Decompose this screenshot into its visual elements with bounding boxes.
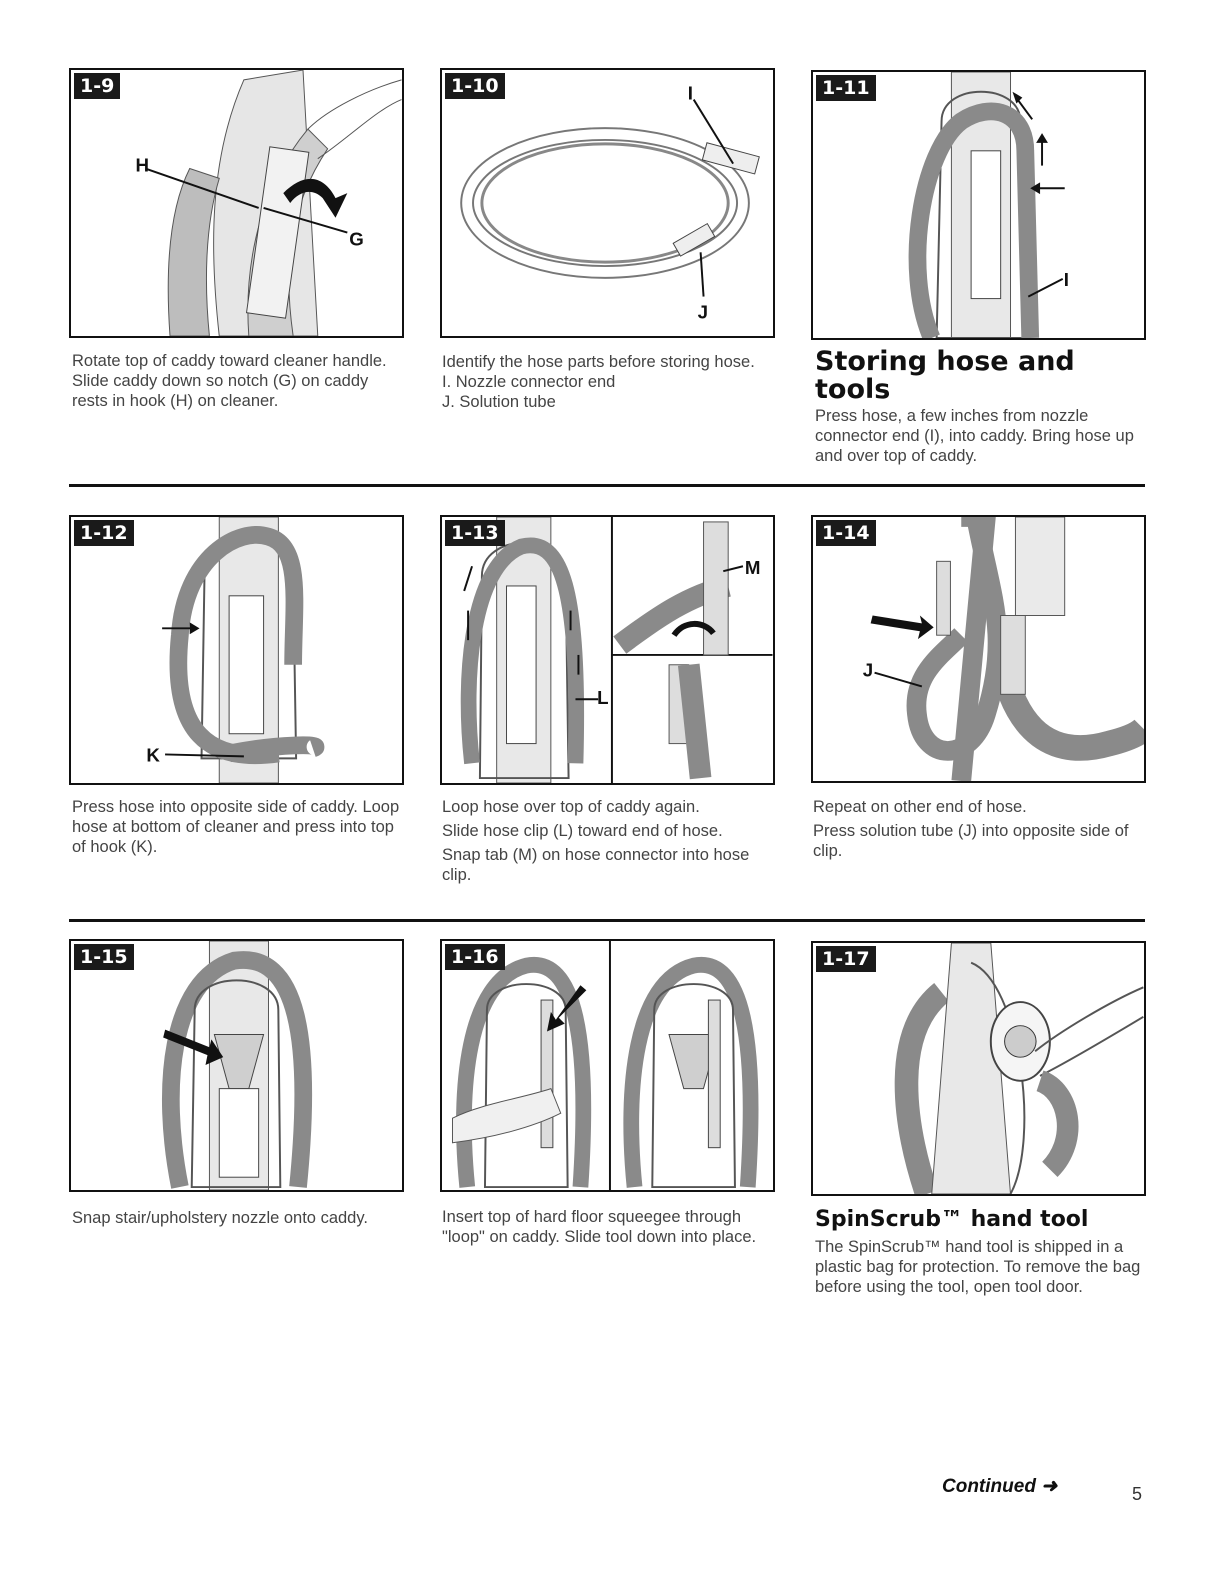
label-i: I (1063, 268, 1069, 290)
section-heading-storing-hose: Storing hose and tools (815, 346, 1075, 405)
label-i: I (687, 82, 693, 104)
figure-badge: 1-9 (74, 73, 120, 99)
figure-badge: 1-17 (816, 946, 876, 972)
page-number: 5 (1132, 1484, 1143, 1504)
illustration-hose-parts (442, 70, 773, 336)
figure-badge: 1-13 (445, 520, 505, 546)
illustration-solution-tube (813, 517, 1144, 781)
figure-badge: 1-11 (816, 75, 876, 101)
illustration-caddy-hook (71, 70, 402, 336)
caption-1-15: Snap stair/upholstery nozzle onto caddy. (72, 1209, 368, 1227)
illustration-hose-over-caddy (813, 72, 1144, 338)
figure-1-12 (69, 515, 404, 785)
figure-1-10 (440, 68, 775, 338)
caption-1-16: Insert top of hard floor squeegee through "loop" on caddy. Slide tool down into place. (442, 1208, 757, 1246)
section-divider (69, 919, 1145, 922)
caption-1-12: Press hose into opposite side of caddy. Loop hose at bottom of cleaner and press into top of hook (K). (72, 798, 400, 856)
figure-badge: 1-16 (445, 944, 505, 970)
figure-1-14 (811, 515, 1146, 783)
figure-badge: 1-10 (445, 73, 505, 99)
figure-1-17 (811, 941, 1146, 1196)
illustration-spinscrub-tool (813, 943, 1144, 1194)
figure-1-15 (69, 939, 404, 1192)
caption-1-17: SpinScrub™ hand tool The SpinScrub™ hand tool is shipped in a plastic bag for protection. To remove the bag before using the tool, open tool door. (815, 1207, 1150, 1301)
continued-indicator: Continued ➜ (942, 1476, 1058, 1497)
illustration-hose-hook (71, 517, 402, 783)
figure-1-11 (811, 70, 1146, 340)
label-j: J (697, 301, 709, 323)
figure-1-13 (440, 515, 775, 785)
caption-1-14: Repeat on other end of hose. Press solution tube (J) into opposite side of clip. (813, 798, 1129, 860)
figure-1-9 (69, 68, 404, 338)
illustration-hose-clip (442, 517, 773, 783)
caption-1-11: Storing hose and tools Press hose, a few inches from nozzle connector end (I), into caddy. Bring hose up and over top of caddy. (815, 348, 1150, 470)
caption-1-9: Rotate top of caddy toward cleaner handle. Slide caddy down so notch (G) on caddy rests in hook (H) on cleaner. (72, 352, 387, 410)
illustration-upholstery-nozzle (71, 941, 402, 1190)
section-heading-spinscrub: SpinScrub™ hand tool (815, 1207, 1089, 1232)
label-g: G (349, 228, 364, 250)
caption-1-13: Loop hose over top of caddy again. Slide hose clip (L) toward end of hose. Snap tab (M) on hose connector into hose clip. (442, 798, 750, 884)
label-h: H (135, 154, 150, 176)
illustration-squeegee (442, 941, 773, 1190)
section-divider (69, 484, 1145, 487)
label-m: M (744, 557, 761, 579)
label-l: L (597, 687, 609, 709)
label-k: K (146, 744, 160, 766)
figure-badge: 1-15 (74, 944, 134, 970)
caption-1-10: Identify the hose parts before storing hose. I. Nozzle connector end J. Solution tube (442, 353, 755, 411)
figure-1-16 (440, 939, 775, 1192)
figure-badge: 1-12 (74, 520, 134, 546)
figure-badge: 1-14 (816, 520, 876, 546)
label-j: J (862, 659, 874, 681)
